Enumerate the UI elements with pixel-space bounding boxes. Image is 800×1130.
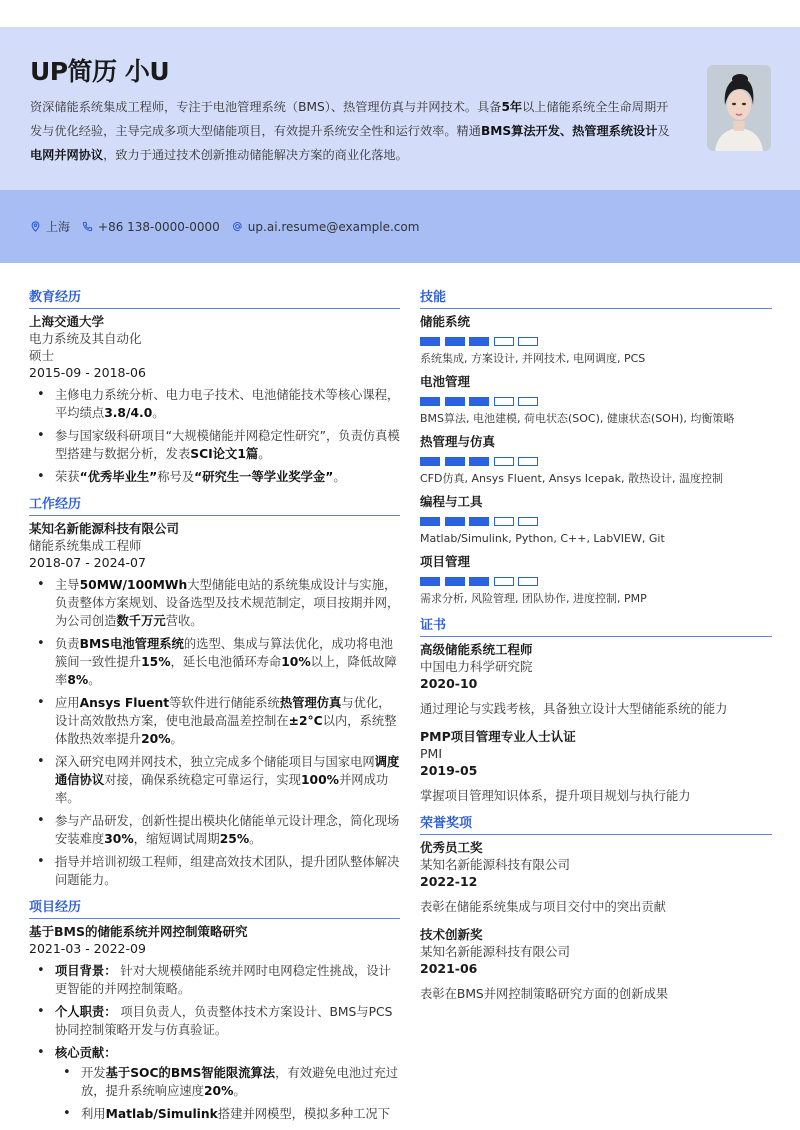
section-title-education: 教育经历 (29, 289, 400, 309)
text-run: 等软件进行储能系统 (169, 696, 280, 710)
certificate-issuer: PMI (420, 746, 443, 761)
list-item (55, 1064, 400, 1100)
skill-item (420, 553, 772, 607)
core-contribution-label (55, 1046, 117, 1060)
text-run: 与优化，设计高效散热方案，使电池最高温差控制在 (55, 696, 391, 728)
level-block-filled (420, 337, 440, 346)
level-block-filled (420, 457, 440, 466)
emphasis-text: Matlab/Simulink (105, 1107, 218, 1121)
text-run: 称号及 (157, 470, 195, 484)
award-date: 2022-12 (420, 874, 478, 889)
emphasis-text: 20% (203, 1084, 234, 1098)
text-run: 指导并培训初级工程师，组建高效技术团队，提升团队整体解决问题能力。 (55, 855, 400, 887)
profile-photo (707, 65, 771, 151)
certificate-name: PMP项目管理专业人士认证 (420, 729, 576, 744)
certificate-name: 高级储能系统工程师 (420, 642, 533, 657)
text-run: 搭建并网模型，模拟多种工况下 (217, 1107, 391, 1121)
section-title-awards: 荣誉奖项 (420, 815, 772, 835)
certificate-date: 2019-05 (420, 763, 478, 778)
level-block-empty (494, 337, 514, 346)
award-item (420, 926, 772, 1003)
text-run: 以上储能系统全生命周期开发与优化经验，主导完成多项大型储能项目，有效提升系统安全性和运行效率。精通 (30, 100, 669, 138)
skill-keywords: 需求分析, 风险管理, 团队协作, 进度控制, PMP (420, 592, 647, 605)
job-role: 储能系统集成工程师 (29, 538, 142, 553)
email-at-icon (232, 221, 243, 232)
skill-keywords: Matlab/Simulink, Python, C++, LabVIEW, Git (420, 532, 665, 545)
text-run: 参与产品研发，创新性提出模块化储能单元设计理念，简化现场安装难度 (55, 814, 400, 846)
degree: 硕士 (29, 348, 55, 363)
skill-level-meter (420, 397, 772, 406)
list-item (29, 427, 400, 463)
education-bullets (29, 386, 400, 486)
text-run: 并网成功率。 (55, 773, 389, 805)
profile-summary (30, 95, 670, 167)
level-block-empty (518, 517, 538, 526)
emphasis-text: 调度通信协议 (55, 755, 400, 787)
skill-name: 项目管理 (420, 554, 471, 569)
skill-level-meter (420, 577, 772, 586)
skill-level-meter (420, 457, 772, 466)
certificate-issuer: 中国电力科学研究院 (420, 659, 533, 674)
skill-level-meter (420, 337, 772, 346)
emphasis-text: 8% (67, 673, 89, 687)
text-run: ，致力于通过技术创新推动储能解决方案的商业化落地。 (103, 148, 408, 162)
text-run: 开发 (81, 1066, 106, 1080)
skill-name: 编程与工具 (420, 494, 483, 509)
education-section (29, 289, 400, 486)
project-sub-bullets (55, 1064, 400, 1123)
text-run: ，延长电池循环寿命 (170, 655, 282, 669)
list-item (29, 853, 400, 889)
emphasis-text: 项目背景： (55, 964, 117, 978)
text-run: 参与国家级科研项目“大规模储能并网稳定性研究”，负责仿真模型搭建与数据分析，发表 (55, 429, 400, 461)
list-item (29, 576, 400, 630)
level-block-filled (445, 517, 465, 526)
list-item (29, 812, 400, 848)
list-item (29, 1044, 400, 1123)
skill-level-meter (420, 517, 772, 526)
email-text: up.ai.resume@example.com (247, 219, 420, 234)
list-item (29, 694, 400, 748)
text-run: 主修电力系统分析、电力电子技术、电池储能技术等核心课程，平均绩点 (55, 388, 400, 420)
skills-list (420, 313, 772, 607)
level-block-filled (420, 397, 440, 406)
contact-location (30, 218, 70, 235)
level-block-empty (494, 457, 514, 466)
level-block-filled (445, 577, 465, 586)
right-column (420, 289, 772, 1130)
work-dates: 2018-07 - 2024-07 (29, 555, 146, 570)
level-block-empty (518, 457, 538, 466)
skill-keywords: CFD仿真, Ansys Fluent, Ansys Icepak, 散热设计, 温度控制 (420, 472, 723, 485)
level-block-filled (469, 517, 489, 526)
level-block-filled (445, 337, 465, 346)
award-desc: 表彰在BMS并网控制策略研究方面的创新成果 (420, 987, 669, 1001)
text-run: 。 (152, 406, 165, 420)
emphasis-text: SCI论文1篇 (190, 447, 259, 461)
emphasis-text: 100% (300, 773, 339, 787)
candidate-name: UP简历 小U (30, 57, 170, 86)
level-block-empty (494, 397, 514, 406)
emphasis-text: BMS电池管理系统 (79, 637, 184, 651)
skill-name: 电池管理 (420, 374, 471, 389)
text-run: 。 (233, 1084, 246, 1098)
level-block-filled (469, 397, 489, 406)
major: 电力系统及其自动化 (29, 331, 142, 346)
projects-section (29, 899, 400, 1123)
list-item (29, 753, 400, 807)
contact-bar (0, 190, 800, 263)
company-name: 某知名新能源科技有限公司 (29, 521, 180, 536)
level-block-filled (469, 577, 489, 586)
skill-name: 热管理与仿真 (420, 434, 496, 449)
text-run: 应用 (55, 696, 80, 710)
level-block-empty (494, 577, 514, 586)
text-run: 及 (657, 124, 670, 138)
emphasis-text: 电网并网协议 (30, 148, 104, 162)
resume-body (0, 263, 800, 1130)
list-item (29, 386, 400, 422)
text-run: 荣获 (55, 470, 80, 484)
location-pin-icon (30, 221, 41, 232)
project-dates: 2021-03 - 2022-09 (29, 941, 146, 956)
emphasis-text: 50MW/100MWh (79, 578, 188, 592)
text-run: 资深储能系统集成工程师，专注于电池管理系统（BMS）、热管理仿真与并网技术。具备 (30, 100, 502, 114)
emphasis-text: 5年 (501, 100, 523, 114)
work-section (29, 496, 400, 889)
text-run: 项目负责人，负责整体技术方案设计、BMS与PCS协同控制策略开发与仿真验证。 (55, 1005, 393, 1037)
contact-email[interactable] (232, 220, 420, 234)
emphasis-text: Ansys Fluent (79, 696, 170, 710)
text-run: 。 (88, 673, 101, 687)
award-name: 优秀员工奖 (420, 840, 483, 855)
education-dates: 2015-09 - 2018-06 (29, 365, 146, 380)
list-item (29, 468, 400, 486)
location-text: 上海 (46, 220, 71, 234)
section-title-certificates: 证书 (420, 617, 772, 637)
skill-name: 储能系统 (420, 314, 471, 329)
emphasis-text: 20% (141, 732, 171, 746)
section-title-skills: 技能 (420, 289, 772, 309)
text-run: 。 (333, 470, 346, 484)
text-run: 利用 (81, 1107, 106, 1121)
text-run: 对接，确保系统稳定可靠运行，实现 (104, 773, 301, 787)
level-block-empty (518, 337, 538, 346)
page-top-margin (0, 0, 800, 27)
phone-icon (82, 221, 93, 232)
emphasis-text: BMS算法开发、热管理系统设计 (480, 124, 658, 138)
level-block-filled (420, 517, 440, 526)
skills-section (420, 289, 772, 607)
work-bullets (29, 576, 400, 889)
level-block-filled (469, 457, 489, 466)
level-block-filled (420, 577, 440, 586)
skill-item (420, 373, 772, 427)
list-item (29, 635, 400, 689)
level-block-filled (445, 457, 465, 466)
text-run: 深入研究电网并网技术，独立完成多个储能项目与国家电网 (55, 755, 375, 769)
certificate-item (420, 641, 772, 718)
award-issuer: 某知名新能源科技有限公司 (420, 944, 571, 959)
list-item (29, 1003, 400, 1039)
left-column (29, 289, 400, 1130)
level-block-empty (518, 397, 538, 406)
portrait-image (707, 65, 771, 151)
level-block-empty (494, 517, 514, 526)
skill-keywords: 系统集成, 方案设计, 并网技术, 电网调度, PCS (420, 352, 646, 365)
list-item (29, 962, 400, 998)
certificates-section (420, 617, 772, 805)
text-run: 针对大规模储能系统并网时电网稳定性挑战，设计更智能的并网控制策略。 (55, 964, 391, 996)
certificate-item (420, 728, 772, 805)
list-item (55, 1105, 400, 1123)
level-block-filled (469, 337, 489, 346)
level-block-filled (445, 397, 465, 406)
emphasis-text: 30% (104, 832, 134, 846)
contact-phone[interactable] (82, 220, 220, 234)
emphasis-text: 基于SOC的BMS智能限流算法 (105, 1066, 276, 1080)
emphasis-text: 个人职责： (55, 1005, 117, 1019)
resume-header (0, 27, 800, 190)
award-name: 技术创新奖 (420, 927, 483, 942)
project-bullets (29, 962, 400, 1123)
emphasis-text: “优秀毕业生” (79, 470, 158, 484)
text-run: 主导 (55, 578, 80, 592)
certificate-date: 2020-10 (420, 676, 478, 691)
text-run: 负责 (55, 637, 80, 651)
text-run: 。 (249, 832, 262, 846)
award-item (420, 839, 772, 916)
text-run: 以内，系统整体散热效率提升 (55, 714, 397, 746)
emphasis-text: 25% (219, 832, 250, 846)
awards-section (420, 815, 772, 1003)
section-title-projects: 项目经历 (29, 899, 400, 919)
text-run: 的选型、集成与算法优化，成功将电池簇间一致性提升 (55, 637, 393, 669)
emphasis-text: 数千万元 (116, 614, 166, 628)
emphasis-text: 10% (281, 655, 311, 669)
emphasis-text: 热管理仿真 (279, 696, 342, 710)
text-run: 以上，降低故障率 (55, 655, 397, 687)
certificate-desc: 通过理论与实践考核，具备独立设计大型储能系统的能力 (420, 702, 728, 716)
school-name: 上海交通大学 (29, 314, 105, 329)
award-issuer: 某知名新能源科技有限公司 (420, 857, 571, 872)
text-run: 。 (258, 447, 271, 461)
section-title-work: 工作经历 (29, 496, 400, 516)
skill-keywords: BMS算法, 电池建模, 荷电状态(SOC), 健康状态(SOH), 均衡策略 (420, 412, 735, 425)
emphasis-text: 15% (141, 655, 171, 669)
emphasis-text: 核心贡献： (55, 1046, 117, 1060)
text-run: 营收。 (165, 614, 203, 628)
text-run: ，缩短调试周期 (133, 832, 220, 846)
project-name: 基于BMS的储能系统并网控制策略研究 (29, 924, 248, 939)
emphasis-text: 3.8/4.0 (104, 406, 153, 420)
award-desc: 表彰在储能系统集成与项目交付中的突出贡献 (420, 900, 666, 914)
text-run: 大型储能电站的系统集成设计与实施，负责整体方案规划、设备选型及技术规范制定，项目按期并网，为公司创造 (55, 578, 400, 628)
level-block-empty (518, 577, 538, 586)
text-run: ，有效避免电池过充过放，提升系统响应速度 (81, 1066, 399, 1098)
text-run: 。 (170, 732, 183, 746)
skill-item (420, 433, 772, 487)
skill-item (420, 313, 772, 367)
emphasis-text: ±2°C (288, 714, 323, 728)
skill-item (420, 493, 772, 547)
certificate-desc: 掌握项目管理知识体系，提升项目规划与执行能力 (420, 789, 691, 803)
award-date: 2021-06 (420, 961, 478, 976)
emphasis-text: “研究生一等学业奖学金” (194, 470, 334, 484)
phone-text: +86 138-0000-0000 (98, 219, 220, 234)
